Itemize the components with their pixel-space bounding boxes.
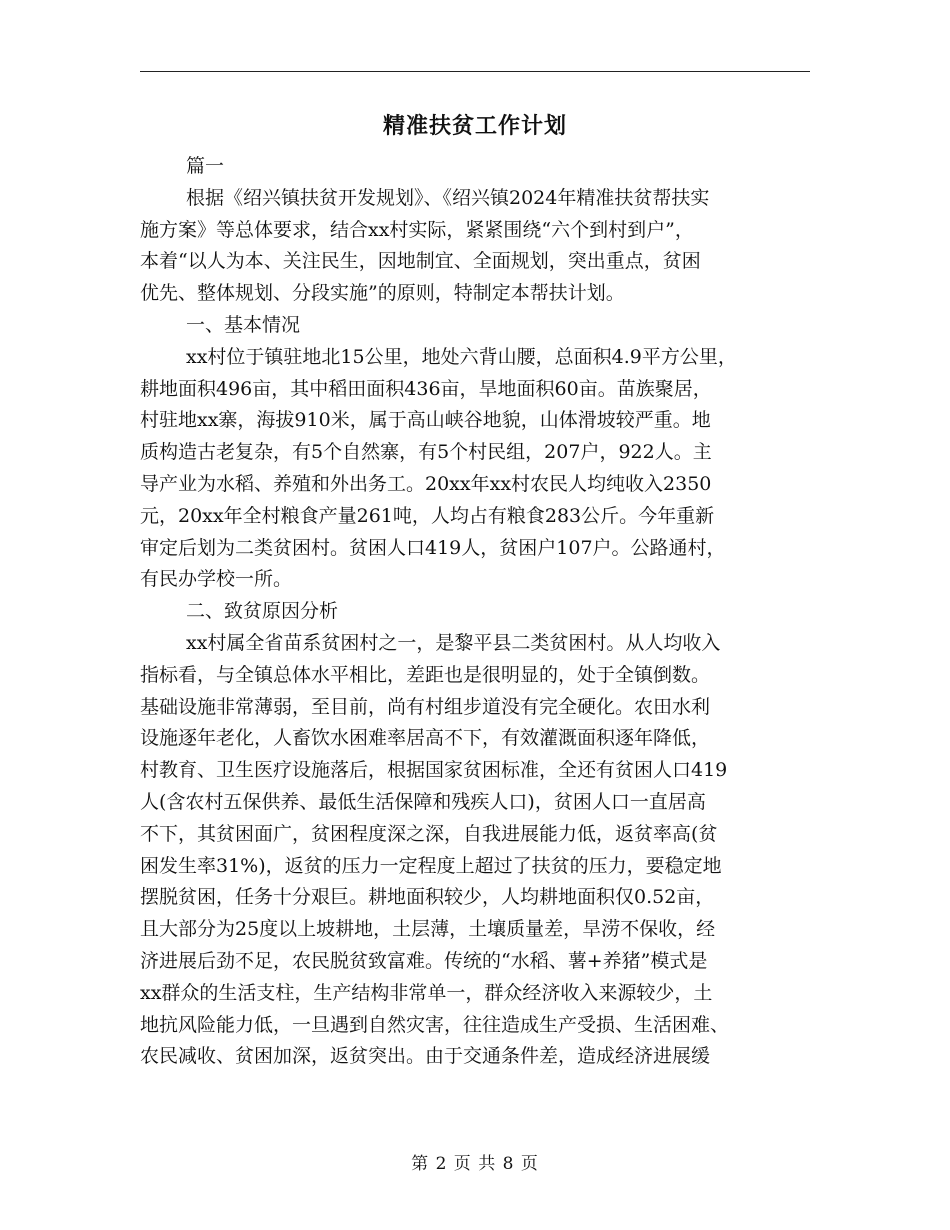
text-line: 农民减收、贫困加深，返贫突出。由于交通条件差，造成经济进展缓 [140,1045,711,1068]
text-line: 有民办学校一所。 [140,568,293,591]
text-line: 摆脱贫困，任务十分艰巨。耕地面积较少，人均耕地面积仅0.52亩， [140,886,715,909]
text-line: 且大部分为25度以上坡耕地，土层薄，土壤质量差，旱涝不保收，经 [140,918,716,941]
document-body [140,151,810,1073]
text-line: xx群众的生活支柱，生产结构非常单一，群众经济收入来源较少，土 [140,981,713,1004]
text-line: 村教育、卫生医疗设施落后，根据国家贫困标准，全还有贫困人口419 [140,759,728,782]
text-line: 一、基本情况 [186,313,301,336]
text-line: 耕地面积496亩，其中稻田面积436亩，旱地面积60亩。苗族聚居， [140,377,712,400]
text-line: xx村属全省苗系贫困村之一，是黎平县二类贫困村。从人均收入 [186,631,721,654]
text-line: 指标看，与全镇总体水平相比，差距也是很明显的，处于全镇倒数。 [140,663,711,686]
text-line: 地抗风险能力低，一旦遇到自然灾害，往往造成生产受损、生活困难、 [140,1013,730,1036]
text-line: 篇一 [186,155,225,177]
text-line: 元，20xx年全村粮食产量261吨，人均占有粮食283公斤。今年重新 [140,504,715,527]
text-line: 人(含农村五保供养、最低生活保障和残疾人口)，贫困人口一直居高 [140,790,706,813]
text-line: xx村位于镇驻地北15公里，地处六背山腰，总面积4.9平方公里， [186,345,737,368]
text-line: 困发生率31%)，返贫的压力一定程度上超过了扶贫的压力，要稳定地 [140,854,722,877]
text-line: 根据《绍兴镇扶贫开发规划》、《绍兴镇2024年精准扶贫帮扶实 [186,186,710,209]
text-line: 济进展后劲不足，农民脱贫致富难。传统的“水稻、薯+养猪”模式是 [140,949,708,972]
text-line: 本着“以人为本、关注民生，因地制宜、全面规划，突出重点，贫困 [140,250,701,273]
text-line: 优先、整体规划、分段实施”的原则，特制定本帮扶计划。 [140,282,625,305]
header-rule [140,71,810,72]
text-line: 二、致贫原因分析 [186,600,339,623]
document-title: 精准扶贫工作计划 [382,113,567,139]
text-line: 施方案》等总体要求，结合xx村实际，紧紧围绕“六个到村到户”， [140,218,694,241]
text-line: 设施逐年老化，人畜饮水困难率居高不下，有效灌溉面积逐年降低， [140,727,711,750]
text-line: 审定后划为二类贫困村。贫困人口419人，贫困户107户。公路通村， [140,536,726,559]
text-line: 村驻地xx寨，海拔910米，属于高山峡谷地貌，山体滑坡较严重。地 [140,409,711,432]
text-line: 不下，其贫困面广，贫困程度深之深，自我进展能力低，返贫率高(贫 [140,822,718,845]
text-line: 质构造古老复杂，有5个自然寨，有5个村民组，207户，922人。主 [140,441,712,464]
page-number-footer: 第 2 页 共 8 页 [411,1154,539,1174]
text-line: 导产业为水稻、养殖和外出务工。20xx年xx村农民人均纯收入2350 [140,472,712,495]
text-line: 基础设施非常薄弱，至目前，尚有村组步道没有完全硬化。农田水利 [140,695,711,718]
